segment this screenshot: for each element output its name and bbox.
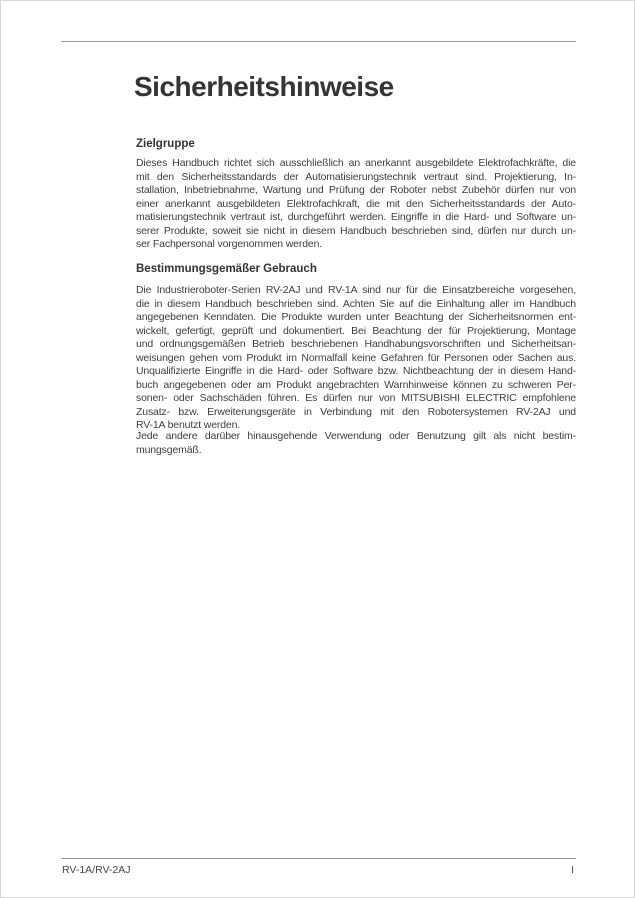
text-line: und ordnungsgemäßen Betrieb beschriebenen Handhabungsvorschriften und Sicherheitsan- [136,338,576,350]
header-rule [61,41,576,42]
text-line: mungsgemäß. [136,443,202,456]
text-line: Unqualifizierte Eingriffe in die Hard- oder Software bzw. Nichtbeachtung der in diesem Hand- [136,365,576,377]
text-line: ser Fachpersonal vorgenommen werden. [136,238,323,250]
text-line: weisungen gehen vom Produkt im Normalfall keine Gefahren für Personen oder Sachen aus. [136,351,576,364]
section-heading-bestimmungsgemaesser-gebrauch: Bestimmungsgemäßer Gebrauch [136,263,317,275]
text-line: RV-1A benutzt werden. [136,419,241,431]
page-title: Sicherheitshinweise [134,71,394,102]
footer-document-id: RV-1A/RV-2AJ [62,864,131,876]
paragraph-zielgruppe [136,157,576,252]
text-line: Dieses Handbuch richtet sich ausschließlich an anerkannt ausgebildete Elektrofachkräfte, die [136,157,576,169]
text-line: wickelt, gefertigt, geprüft und dokumentiert. Bei Beachtung der für Projektierung, Montage [136,324,576,337]
text-line: stallation, Inbetriebnahme, Wartung und Prüfung der Roboter nebst Zubehör dürfen nur von [136,184,576,196]
footer-page-number: I [571,864,574,876]
text-line: die in diesem Handbuch beschrieben sind. Achten Sie auf die Einhaltung aller im Handbuch [136,297,576,310]
text-line: matisierungstechnik vertraut ist, durchgeführt werden. Eingriffe in die Hard- und Software un- [136,211,576,223]
text-line: angegebenen Kenndaten. Die Produkte wurden unter Beachtung der Sicherheitsnormen ent- [136,311,576,323]
text-line: Zusatz- bzw. Erweiterungsgeräte in Verbindung mit den Robotersystemen RV-2AJ und [136,405,576,418]
text-line: buch angegebenen oder am Produkt angebrachten Warnhinweise können zu schweren Per- [136,378,576,391]
text-line: mit den Sicherheitsstandards der Automatisierungstechnik vertraut sind. Projektierung, In- [136,170,576,183]
text-line: sonen- oder Sachschäden führen. Es dürfen nur von MITSUBISHI ELECTRIC empfohlene [136,392,576,404]
text-line: einer anerkannt ausgebildeten Elektrofachkraft, die mit den Sicherheitsstandards der Auto- [136,197,576,210]
text-line: Die Industrieroboter-Serien RV-2AJ und RV-1A sind nur für die Einsatzbereiche vorgesehen, [136,284,576,296]
text-line: Jede andere darüber hinausgehende Verwendung oder Benutzung gilt als nicht bestim- [136,430,576,442]
text-line: serer Produkte, soweit sie nicht in diesem Handbuch beschrieben sind, dürfen nur durch un- [136,224,576,237]
paragraph-gebrauch-2 [136,430,576,457]
section-heading-zielgruppe: Zielgruppe [136,138,195,150]
paragraph-gebrauch-1 [136,284,576,433]
footer-rule [61,858,576,859]
